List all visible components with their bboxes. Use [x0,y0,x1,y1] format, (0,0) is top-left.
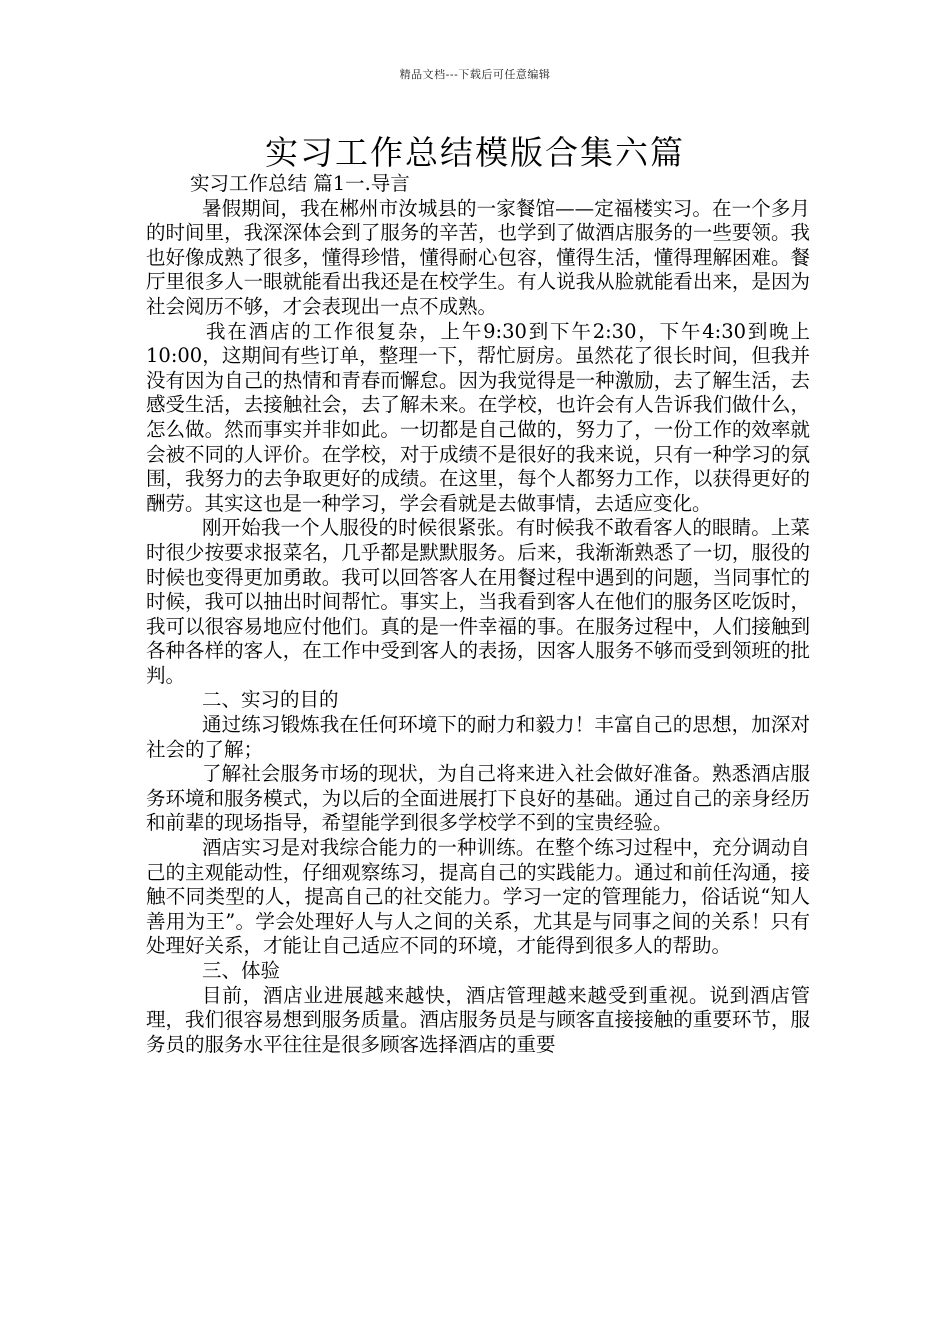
paragraph: 了解社会服务市场的现状，为自己将来进入社会做好准备。熟悉酒店服务环境和服务模式，为以后的全面进展打下良好的基础。通过自己的亲身经历和前辈的现场指导，希望能学到很多学校学不到的宝贵经验。 [146,762,810,835]
paragraph: 暑假期间，我在郴州市汝城县的一家餐馆——定福楼实习。在一个多月的时间里，我深深体会到了服务的辛苦，也学到了做酒店服务的一些要领。我也好像成熟了很多，懂得珍惜，懂得耐心包容，懂得生活，懂得理解困难。餐厅里很多人一眼就能看出我还是在校学生。有人说我从脸就能看出来，是因为社会阅历不够，才会表现出一点不成熟。 [146,196,810,318]
paragraph: 刚开始我一个人服役的时候很紧张。有时候我不敢看客人的眼睛。上菜时很少按要求报菜名，几乎都是默默服务。后来，我渐渐熟悉了一切，服役的时候也变得更加勇敢。我可以回答客人在用餐过程中遇到的问题，当同事忙的时候，我可以抽出时间帮忙。事实上，当我看到客人在他们的服务区吃饭时，我可以很容易地应付他们。真的是一件幸福的事。在服务过程中，人们接触到各种各样的客人，在工作中受到客人的表扬，因客人服务不够而受到领班的批判。 [146,516,810,687]
paragraph: 酒店实习是对我综合能力的一种训练。在整个练习过程中，充分调动自己的主观能动性，仔细观察练习，提高自己的实践能力。通过和前任沟通，接触不同类型的人，提高自己的社交能力。学习一定的管理能力，俗话说“知人善用为王”。学会处理好人与人之间的关系，尤其是与同事之间的关系！只有处理好关系，才能让自己适应不同的环境，才能得到很多人的帮助。 [146,836,810,958]
document-body [146,172,810,1057]
paragraph: 我在酒店的工作很复杂，上午9:30到下午2:30，下午4:30到晚上10:00，这期间有些订单，整理一下，帮忙厨房。虽然花了很长时间，但我并没有因为自己的热情和青春而懈怠。因为我觉得是一种激励，去了解生活，去感受生活，去接触社会，去了解未来。在学校，也许会有人告诉我们做什么，怎么做。然而事实并非如此。一切都是自己做的，努力了，一份工作的效率就会被不同的人评价。在学校，对于成绩不是很好的我来说，只有一种学习的氛围，我努力的去争取更好的成绩。在这里，每个人都努力工作，以获得更好的酬劳。其实这也是一种学习，学会看就是去做事情，去适应变化。 [146,319,810,515]
section-heading-intro: 实习工作总结 篇1一.导言 [190,172,410,195]
paragraph: 通过练习锻炼我在任何环境下的耐力和毅力！丰富自己的思想，加深对社会的了解； [146,713,810,761]
paragraph: 目前，酒店业进展越来越快，酒店管理越来越受到重视。说到酒店管理，我们很容易想到服务质量。酒店服务员是与顾客直接接触的重要环节，服务员的服务水平往往是很多顾客选择酒店的重要 [146,983,810,1056]
page-title: 实习工作总结模版合集六篇 [265,133,685,172]
header-note: 精品文档---下载后可任意编辑 [399,68,551,81]
section-heading: 二、实习的目的 [202,688,339,712]
section-heading: 三、体验 [202,959,281,982]
